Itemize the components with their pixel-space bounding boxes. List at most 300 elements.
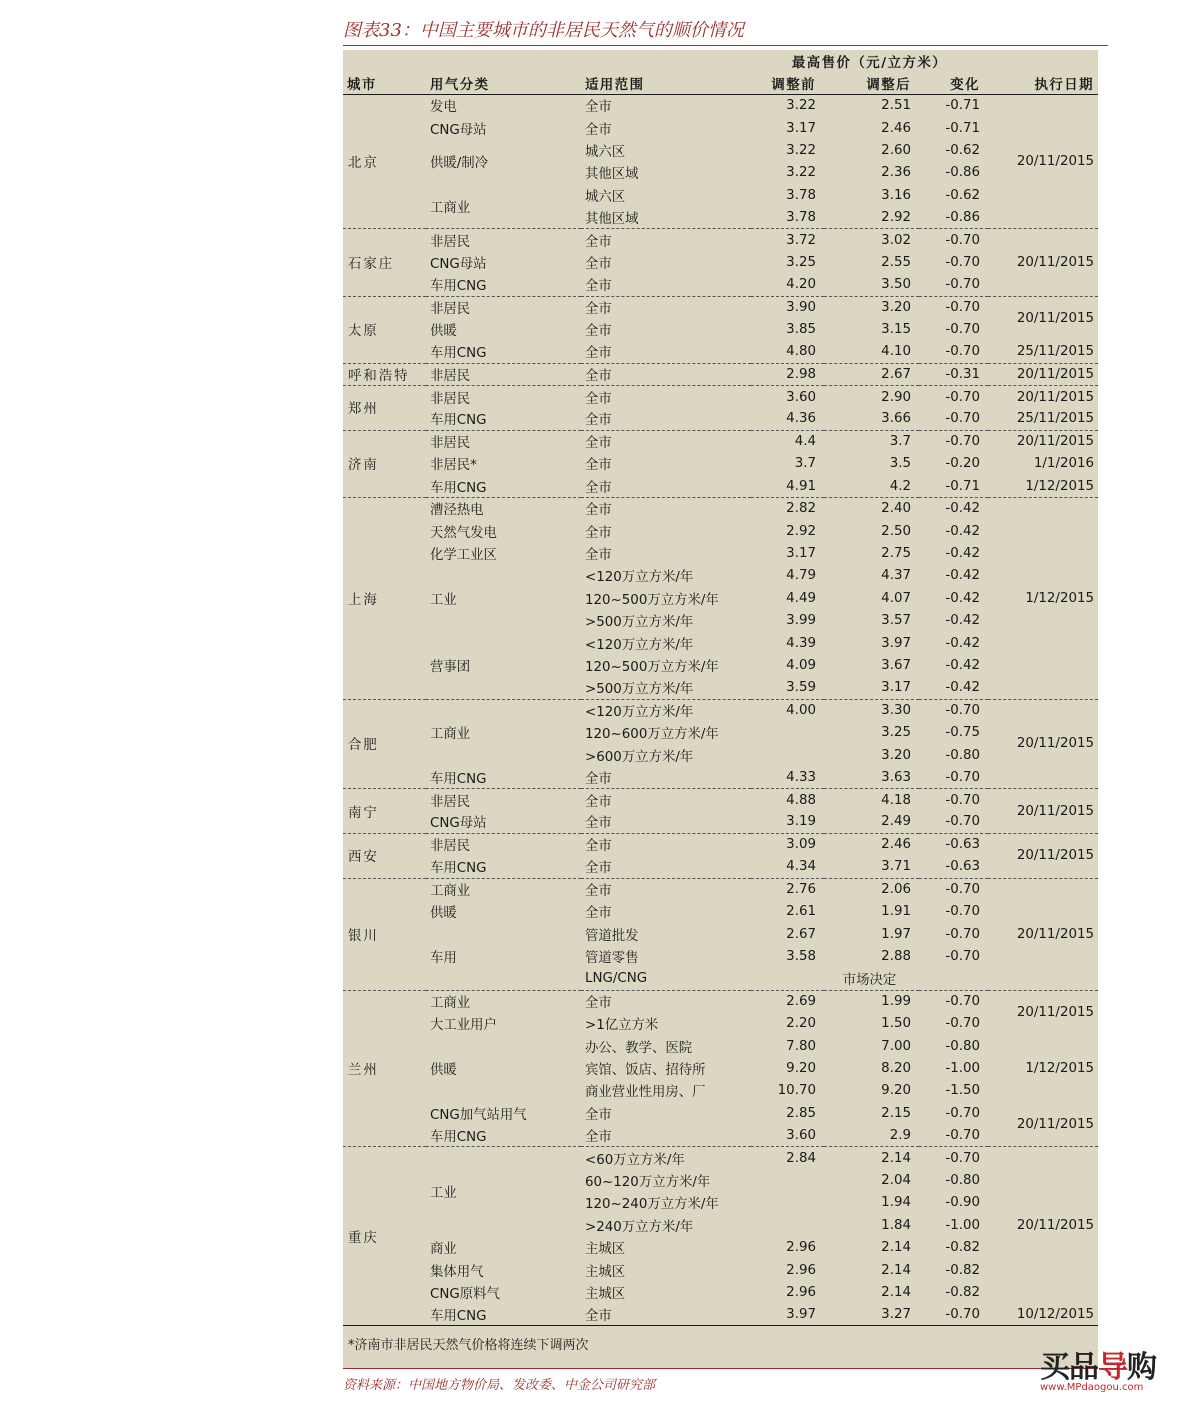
city-cell: 合肥 — [343, 699, 426, 789]
after-cell: 3.30 — [824, 699, 919, 721]
category-cell: 车用 — [430, 950, 457, 966]
change-cell: -0.70 — [919, 430, 988, 452]
scope-cell: 城六区 — [585, 144, 626, 160]
scope-cell: 商业营业性用房、厂 — [585, 1085, 706, 1101]
before-cell: 3.22 — [786, 98, 816, 114]
scope-cell: 全市 — [585, 413, 612, 429]
before-cell: 4.49 — [786, 590, 816, 606]
before-cell: 3.78 — [786, 187, 816, 203]
before-cell: 3.22 — [786, 142, 816, 158]
table-row — [343, 856, 1098, 878]
date-cell: 25/11/2015 — [1016, 411, 1095, 427]
change-cell: -0.42 — [945, 568, 981, 584]
scope-cell: 60~120万立方米/年 — [585, 1174, 711, 1190]
change-cell: -0.42 — [945, 680, 981, 696]
logo-text-c: 购 — [1127, 1350, 1156, 1385]
before-cell: 10.70 — [777, 1083, 816, 1099]
header-after: 调整后 — [824, 72, 919, 95]
category-cell: 车用CNG — [430, 346, 487, 362]
scope-cell: 全市 — [585, 122, 612, 138]
after-cell: 2.51 — [881, 98, 911, 114]
change-cell: -0.70 — [945, 769, 981, 785]
scope-cell: 全市 — [585, 256, 612, 272]
before-cell: 2.69 — [751, 990, 824, 1012]
city-cell: 呼和浩特 — [343, 363, 426, 385]
before-cell: 4.88 — [751, 789, 824, 811]
change-cell: -0.42 — [945, 635, 981, 651]
date-cell: 1/1/2016 — [1033, 456, 1095, 472]
category-cell: 大工业用户 — [430, 1018, 497, 1034]
before-cell: 3.58 — [786, 949, 816, 965]
before-cell: 4.39 — [786, 635, 816, 651]
scope-cell: 全市 — [585, 324, 612, 340]
source-note: 资料来源：中国地方物价局、发改委、中金公司研究部 — [343, 1378, 656, 1393]
scope-cell: 全市 — [581, 789, 751, 811]
category-cell: CNG加气站用气 — [430, 1107, 527, 1123]
category-cell: 集体用气 — [430, 1264, 484, 1280]
change-cell: -0.71 — [945, 98, 981, 114]
category-cell: 车用CNG — [430, 480, 487, 496]
before-cell: 3.19 — [786, 814, 816, 830]
scope-cell: 管道批发 — [585, 928, 639, 944]
market-cell: 市场决定 — [842, 973, 897, 989]
scope-cell: 120~500万立方米/年 — [585, 659, 719, 675]
change-cell: -0.80 — [945, 747, 981, 763]
table-row — [343, 1147, 1098, 1169]
category-cell: 化学工业区 — [430, 548, 497, 563]
before-cell: 2.96 — [786, 1262, 816, 1278]
change-cell: -0.75 — [945, 725, 981, 741]
after-cell: 3.50 — [881, 277, 911, 293]
before-cell: 3.17 — [786, 546, 816, 561]
before-cell: 3.78 — [786, 209, 816, 225]
before-cell: 3.90 — [751, 296, 824, 318]
before-cell — [751, 1192, 824, 1214]
scope-cell: 其他区域 — [585, 167, 639, 183]
change-cell: -0.42 — [945, 523, 981, 539]
before-cell: 2.82 — [751, 498, 824, 520]
scope-cell: <120万立方米/年 — [581, 699, 751, 721]
city-cell: 兰州 — [343, 990, 426, 1147]
after-cell: 4.10 — [881, 344, 911, 360]
change-cell: -0.71 — [945, 120, 981, 136]
before-cell — [751, 721, 824, 743]
category-cell: 非居民 — [426, 363, 581, 385]
header-scope: 适用范围 — [581, 72, 751, 95]
category-cell: 非居民 — [426, 229, 581, 251]
before-cell: 3.7 — [794, 456, 816, 472]
change-cell: -0.63 — [945, 859, 981, 875]
after-cell: 2.90 — [824, 386, 919, 408]
category-cell: 营事团 — [430, 659, 471, 675]
scope-cell: <120万立方米/年 — [585, 637, 694, 653]
change-cell: -0.70 — [945, 277, 981, 293]
watermark-logo — [1040, 1342, 1170, 1392]
table-row — [343, 408, 1098, 430]
gas-price-table — [343, 50, 1098, 1359]
before-cell: 7.80 — [786, 1038, 816, 1054]
before-cell: 4.09 — [786, 657, 816, 673]
table-row — [343, 766, 1098, 788]
scope-cell: 全市 — [585, 816, 612, 832]
scope-cell: 宾馆、饭店、招待所 — [585, 1062, 706, 1078]
table-row — [343, 184, 1098, 206]
category-cell: 非居民 — [426, 789, 581, 811]
after-cell: 2.46 — [881, 120, 911, 136]
after-cell: 3.67 — [881, 657, 911, 673]
after-cell: 4.07 — [881, 590, 911, 606]
city-cell: 南宁 — [343, 789, 426, 834]
before-cell: 2.92 — [786, 523, 816, 539]
header-date: 执行日期 — [988, 72, 1098, 95]
before-cell: 4.34 — [786, 859, 816, 875]
city-cell: 济南 — [343, 430, 426, 497]
change-cell: -0.70 — [945, 814, 981, 830]
table-row — [343, 1102, 1098, 1124]
city-cell: 西安 — [343, 833, 426, 878]
after-cell: 8.20 — [881, 1060, 911, 1076]
date-cell: 20/11/2015 — [988, 878, 1098, 990]
after-cell: 3.97 — [881, 635, 911, 651]
scope-cell: 全市 — [581, 833, 751, 855]
scope-cell: <120万立方米/年 — [585, 570, 694, 586]
change-cell: -0.70 — [945, 254, 981, 270]
scope-cell: >500万立方米/年 — [585, 615, 694, 631]
before-cell: 2.98 — [751, 363, 824, 385]
before-cell: 4.79 — [786, 568, 816, 584]
change-cell: -0.71 — [945, 478, 981, 494]
date-cell: 20/11/2015 — [988, 789, 1098, 834]
before-cell: 4.33 — [786, 769, 816, 785]
date-cell: 20/11/2015 — [988, 386, 1098, 408]
before-cell: 3.60 — [786, 1127, 816, 1143]
after-cell: 3.63 — [881, 769, 911, 785]
change-cell: -0.70 — [919, 386, 988, 408]
after-cell: 2.14 — [824, 1147, 919, 1169]
change-cell: -0.42 — [945, 657, 981, 673]
category-cell: 非居民 — [426, 430, 581, 452]
after-cell: 1.50 — [881, 1016, 911, 1032]
header-city: 城市 — [343, 72, 426, 95]
category-cell: 供暖 — [430, 1062, 457, 1078]
table-row — [343, 430, 1098, 452]
category-cell: 商业 — [430, 1242, 457, 1258]
after-cell: 3.17 — [881, 680, 911, 696]
date-cell: 20/11/2015 — [1016, 154, 1095, 170]
scope-cell: >600万立方米/年 — [585, 749, 694, 765]
change-cell: -0.82 — [945, 1262, 981, 1278]
after-cell: 3.20 — [824, 296, 919, 318]
change-cell: -1.50 — [945, 1083, 981, 1099]
before-cell: 9.20 — [786, 1060, 816, 1076]
after-cell: 2.14 — [881, 1284, 911, 1300]
scope-cell: 120~240万立方米/年 — [585, 1197, 719, 1213]
scope-cell: 主城区 — [585, 1286, 626, 1302]
header-before: 调整前 — [751, 72, 824, 95]
change-cell: -0.42 — [945, 546, 981, 561]
city-cell: 郑州 — [343, 386, 426, 431]
scope-cell: 全市 — [585, 346, 612, 362]
table-row — [343, 341, 1098, 363]
before-cell: 2.61 — [786, 904, 816, 920]
before-cell: 2.96 — [786, 1284, 816, 1300]
after-cell: 2.04 — [881, 1172, 911, 1188]
before-cell: 3.72 — [751, 229, 824, 251]
change-cell: -0.82 — [945, 1240, 981, 1256]
scope-cell: 主城区 — [585, 1264, 626, 1280]
after-cell: 2.36 — [881, 165, 911, 181]
footnote: *济南市非居民天然气价格将连续下调两次 — [343, 1326, 1098, 1360]
category-cell: 车用CNG — [430, 861, 487, 877]
city-cell: 重庆 — [343, 1147, 426, 1326]
after-cell: 2.46 — [824, 833, 919, 855]
date-cell: 20/11/2015 — [988, 296, 1098, 341]
category-cell: 车用CNG — [430, 1309, 487, 1325]
after-cell: 1.84 — [881, 1217, 911, 1233]
category-cell: 工商业 — [426, 878, 581, 900]
table-row — [343, 833, 1098, 855]
before-cell: 2.67 — [786, 926, 816, 942]
before-cell — [751, 1169, 824, 1191]
after-cell: 2.60 — [881, 142, 911, 158]
category-cell: 工商业 — [426, 990, 581, 1012]
after-cell: 2.92 — [881, 209, 911, 225]
before-cell: 4.00 — [751, 699, 824, 721]
scope-cell: 全市 — [585, 861, 612, 877]
change-cell: -0.70 — [919, 229, 988, 251]
after-cell: 1.99 — [824, 990, 919, 1012]
change-cell: -0.86 — [945, 165, 981, 181]
before-cell: 3.09 — [751, 833, 824, 855]
after-cell: 2.75 — [881, 546, 911, 561]
before-cell: 3.97 — [786, 1307, 816, 1323]
city-cell: 银川 — [343, 878, 426, 990]
change-cell: -0.70 — [919, 789, 988, 811]
table-panel — [343, 50, 1098, 1368]
scope-cell: LNG/CNG — [585, 971, 648, 987]
change-cell: -0.70 — [945, 1105, 981, 1121]
after-cell: 2.14 — [881, 1240, 911, 1256]
category-cell: 发电 — [430, 100, 457, 116]
table-row — [343, 498, 1098, 520]
after-cell: 4.18 — [824, 789, 919, 811]
change-cell: -0.86 — [945, 209, 981, 225]
category-cell: CNG母站 — [430, 122, 487, 138]
after-cell: 9.20 — [881, 1083, 911, 1099]
change-cell: -0.70 — [919, 699, 988, 721]
before-cell: 3.17 — [786, 120, 816, 136]
table-row — [343, 139, 1098, 161]
category-cell: 非居民 — [426, 833, 581, 855]
change-cell: -0.63 — [919, 833, 988, 855]
change-cell: -0.70 — [945, 344, 981, 360]
before-cell — [751, 1214, 824, 1236]
category-cell: 工商业 — [426, 699, 581, 766]
before-cell: 3.25 — [786, 254, 816, 270]
category-cell: 车用CNG — [430, 279, 487, 295]
scope-cell: 全市 — [585, 771, 612, 787]
date-cell: 1/12/2015 — [1025, 478, 1095, 494]
after-cell: 3.25 — [881, 725, 911, 741]
change-cell: -0.31 — [919, 363, 988, 385]
date-cell: 20/11/2015 — [988, 699, 1098, 789]
table-row — [343, 453, 1098, 475]
table-row — [343, 520, 1098, 542]
table-row — [343, 1236, 1098, 1258]
after-cell: 3.15 — [881, 322, 911, 338]
category-cell: 非居民 — [426, 386, 581, 408]
category-cell: 工业 — [426, 1147, 581, 1237]
after-cell: 2.88 — [881, 949, 911, 965]
table-row — [343, 95, 1098, 117]
date-cell: 20/11/2015 — [1016, 1116, 1095, 1132]
category-cell: 供暖 — [430, 324, 457, 340]
category-cell: 车用CNG — [430, 413, 487, 429]
date-cell: 10/12/2015 — [1016, 1307, 1095, 1323]
change-cell: -0.70 — [945, 1016, 981, 1032]
date-cell: 1/12/2015 — [988, 498, 1098, 700]
change-cell: -0.70 — [945, 322, 981, 338]
after-cell: 3.5 — [889, 456, 911, 472]
city-cell: 太原 — [343, 296, 426, 363]
date-cell: 20/11/2015 — [988, 1147, 1098, 1304]
category-cell: 非居民* — [430, 458, 477, 474]
category-cell: CNG母站 — [430, 816, 487, 832]
header-category: 用气分类 — [426, 72, 581, 95]
after-cell: 3.27 — [881, 1307, 911, 1323]
table-row — [343, 565, 1098, 587]
change-cell: -0.90 — [945, 1195, 981, 1211]
change-cell: -0.82 — [945, 1284, 981, 1300]
city-cell: 石家庄 — [343, 229, 426, 296]
change-cell: -0.70 — [945, 1127, 981, 1143]
scope-cell: 城六区 — [585, 189, 626, 205]
after-cell: 1.94 — [881, 1195, 911, 1211]
table-row — [343, 363, 1098, 385]
change-cell: -0.62 — [945, 142, 981, 158]
change-cell: -0.70 — [919, 878, 988, 900]
before-cell: 4.20 — [786, 277, 816, 293]
scope-cell: 其他区域 — [585, 211, 639, 227]
after-cell: 3.02 — [824, 229, 919, 251]
after-cell: 2.40 — [824, 498, 919, 520]
header-change: 变化 — [919, 72, 988, 95]
scope-cell: 全市 — [585, 525, 612, 541]
scope-cell: 全市 — [585, 458, 612, 474]
scope-cell: 主城区 — [585, 1242, 626, 1258]
before-cell: 4.4 — [751, 430, 824, 452]
scope-cell: 全市 — [585, 480, 612, 496]
after-cell: 2.55 — [881, 254, 911, 270]
scope-cell: 全市 — [581, 296, 751, 318]
before-cell: 4.80 — [786, 344, 816, 360]
change-cell: -0.42 — [945, 590, 981, 606]
change-cell: -0.70 — [945, 904, 981, 920]
after-cell: 2.14 — [881, 1262, 911, 1278]
table-row — [343, 229, 1098, 251]
scope-cell: 全市 — [585, 1129, 612, 1145]
change-cell: -0.42 — [919, 498, 988, 520]
table-row — [343, 632, 1098, 654]
scope-cell: 120~500万立方米/年 — [585, 592, 719, 608]
change-cell: -0.70 — [945, 926, 981, 942]
logo-url: www.MPdaogou.com — [1040, 1382, 1144, 1393]
table-row — [343, 117, 1098, 139]
table-row — [343, 274, 1098, 296]
after-cell: 4.37 — [881, 568, 911, 584]
scope-cell: 管道零售 — [585, 951, 639, 967]
scope-cell: 全市 — [581, 498, 751, 520]
before-cell: 3.60 — [751, 386, 824, 408]
before-cell: 2.96 — [786, 1240, 816, 1256]
after-cell: 3.16 — [881, 187, 911, 203]
category-cell: 工业 — [430, 592, 457, 608]
category-cell: 工商业 — [430, 200, 471, 216]
change-cell: -0.70 — [919, 990, 988, 1012]
category-cell: 车用CNG — [430, 771, 487, 787]
after-cell: 4.2 — [889, 478, 911, 494]
source-rule — [343, 1368, 1098, 1369]
change-cell: -0.70 — [919, 296, 988, 318]
table-row — [343, 1259, 1098, 1281]
after-cell: 3.7 — [824, 430, 919, 452]
scope-cell: 全市 — [585, 1107, 612, 1123]
after-cell: 2.67 — [824, 363, 919, 385]
table-row — [343, 475, 1098, 497]
table-body — [343, 95, 1098, 1326]
after-cell: 3.57 — [881, 613, 911, 629]
table-row — [343, 811, 1098, 833]
after-cell: 3.66 — [881, 411, 911, 427]
figure-title: 图表33：中国主要城市的非居民天然气的顺价情况 — [343, 18, 1108, 46]
after-cell: 2.49 — [881, 814, 911, 830]
scope-cell: >500万立方米/年 — [585, 682, 694, 698]
scope-cell: 全市 — [585, 906, 612, 922]
scope-cell: 全市 — [585, 1309, 612, 1325]
table-row — [343, 386, 1098, 408]
city-cell: 北京 — [348, 156, 379, 172]
before-cell: 3.99 — [786, 613, 816, 629]
table-row — [343, 1035, 1098, 1057]
before-cell: 3.85 — [786, 322, 816, 338]
table-row — [343, 901, 1098, 923]
change-cell: -0.70 — [945, 949, 981, 965]
before-cell: 4.91 — [786, 478, 816, 494]
scope-cell: 全市 — [581, 386, 751, 408]
scope-cell: 全市 — [581, 430, 751, 452]
after-cell: 1.97 — [881, 926, 911, 942]
scope-cell: <60万立方米/年 — [581, 1147, 751, 1169]
table-row — [343, 1304, 1098, 1326]
table-row — [343, 990, 1098, 1012]
table-row — [343, 699, 1098, 721]
after-cell: 2.50 — [881, 523, 911, 539]
change-cell: -1.00 — [945, 1060, 981, 1076]
category-cell: CNG原料气 — [430, 1286, 500, 1302]
change-cell: -0.42 — [945, 613, 981, 629]
date-cell: 25/11/2015 — [1016, 344, 1095, 360]
change-cell: -1.00 — [945, 1217, 981, 1233]
before-cell: 2.76 — [751, 878, 824, 900]
date-cell: 1/12/2015 — [1025, 1060, 1095, 1076]
table-row — [343, 1124, 1098, 1146]
after-cell: 2.15 — [881, 1105, 911, 1121]
category-cell: 漕泾热电 — [426, 498, 581, 520]
before-cell — [751, 744, 824, 766]
before-cell: 3.22 — [786, 165, 816, 181]
after-cell: 2.06 — [824, 878, 919, 900]
category-cell: 车用CNG — [430, 1129, 487, 1145]
